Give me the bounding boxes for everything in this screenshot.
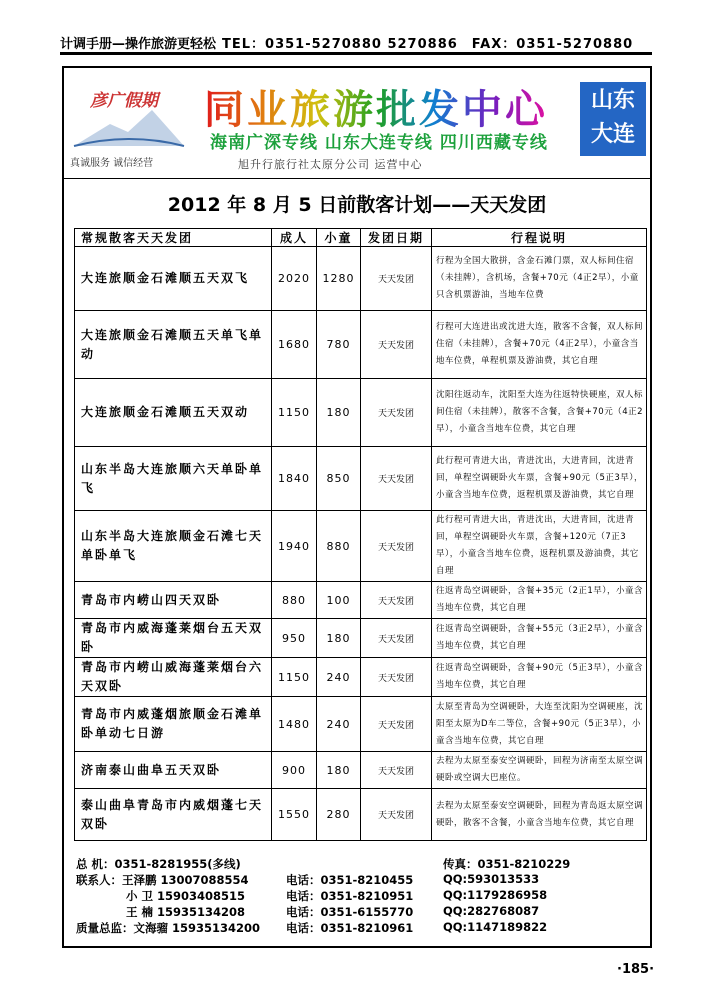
adult-price: 1150 [272,658,317,697]
adult-price: 880 [272,582,317,619]
contact-name: 联系人：王泽鹏 13007088554 [76,873,249,887]
contact-qq: QQ:1179286958 [443,888,548,902]
badge-line1: 山东 [590,88,635,113]
header-tel: TEL：0351-5270880 5270886 [222,37,458,52]
col-header-child: 小童 [317,229,361,247]
itinerary-desc: 去程为太原至泰安空调硬卧，回程为青岛返太原空调硬卧，散客不含餐，小童含当地车位费，其它自理 [432,789,647,841]
itinerary-desc: 太原至青岛为空调硬卧，大连至沈阳为空调硬座，沈阳至太原为D车二等位，含餐+90元（5正3早），小童含当地车位费，其它自理 [432,697,647,752]
child-price: 240 [317,697,361,752]
contact-tel: 电话：0351-8210961 [286,921,414,935]
banner-sub-mid: 旭升行旅行社太原分公司 运营中心 [238,158,423,171]
banner-title: 同业旅游批发中心 [204,78,548,135]
itinerary-desc: 往返青岛空调硬卧，含餐+55元（3正2早），小童含当地车位费，其它自理 [432,619,647,658]
col-header-date: 发团日期 [361,229,432,247]
depart-date: 天天发团 [361,247,432,311]
depart-date: 天天发团 [361,697,432,752]
table-row [75,379,647,447]
badge-line2: 大连 [590,122,635,147]
adult-price: 1840 [272,447,317,511]
route-name: 大连旅顺金石滩顺五天双飞 [75,247,272,311]
page-number: ·185· [617,962,655,977]
col-header-adult: 成人 [272,229,317,247]
child-price: 880 [317,511,361,582]
itinerary-desc: 行程为全国大散拼，含金石滩门票，双人标间住宿（未挂牌），含机场，含餐+70元（4正2早），小童只含机票游油，当地车位费 [432,247,647,311]
depart-date: 天天发团 [361,582,432,619]
table-row [75,619,647,658]
tour-table [74,228,647,841]
adult-price: 1680 [272,311,317,379]
child-price: 780 [317,311,361,379]
table-row [75,511,647,582]
child-price: 240 [317,658,361,697]
table-row [75,789,647,841]
adult-price: 1150 [272,379,317,447]
table-row [75,752,647,789]
child-price: 180 [317,619,361,658]
child-price: 180 [317,752,361,789]
route-name: 济南泰山曲阜五天双卧 [75,752,272,789]
tagline: 计调手册—操作旅游更轻松 [60,37,217,52]
table-row [75,658,647,697]
adult-price: 2020 [272,247,317,311]
itinerary-desc: 去程为太原至泰安空调硬卧，回程为济南至太原空调硬卧或空调大巴座位。 [432,752,647,789]
itinerary-desc: 沈阳往返动车，沈阳至大连为往返特快硬座，双人标间住宿（未挂牌），散客不含餐，含餐+70元（4正2早），小童含当地车位费，其它自理 [432,379,647,447]
banner-sub-left: 真诚服务 诚信经营 [70,158,154,169]
logo-text: 彦广假期 [90,91,158,111]
contact-name: 质量总监：文海骝 15935134200 [76,921,261,935]
child-price: 100 [317,582,361,619]
itinerary-desc: 此行程可青进大出，青进沈出，大进青回，沈进青回，单程空调硬卧火车票，含餐+90元（5正3早），小童含当地车位费，返程机票及游油费，其它自理 [432,447,647,511]
itinerary-desc: 往返青岛空调硬卧，含餐+35元（2正1早），小童含当地车位费，其它自理 [432,582,647,619]
adult-price: 1940 [272,511,317,582]
depart-date: 天天发团 [361,311,432,379]
route-name: 青岛市内威海蓬莱烟台五天双卧 [75,619,272,658]
child-price: 1280 [317,247,361,311]
contact-qq: QQ:1147189822 [443,920,548,934]
adult-price: 900 [272,752,317,789]
child-price: 850 [317,447,361,511]
itinerary-desc: 往返青岛空调硬卧，含餐+90元（5正3早），小童含当地车位费，其它自理 [432,658,647,697]
table-row [75,311,647,379]
adult-price: 1550 [272,789,317,841]
page-title: 2012 年 8 月 5 日前散客计划——天天发团 [167,194,547,216]
route-name: 大连旅顺金石滩顺五天单飞单动 [75,311,272,379]
depart-date: 天天发团 [361,789,432,841]
banner-lines: 海南广深专线 山东大连专线 四川西藏专线 [210,133,548,153]
top-header [60,34,652,55]
route-name: 青岛市内威蓬烟旅顺金石滩单卧单动七日游 [75,697,272,752]
itinerary-desc: 行程可大连进出或沈进大连，散客不含餐，双人标间住宿（未挂牌），含餐+70元（4正2早），小童含当地车位费，单程机票及游油费，其它自理 [432,311,647,379]
table-row [75,697,647,752]
child-price: 280 [317,789,361,841]
contact-qq: QQ:282768087 [443,904,540,918]
depart-date: 天天发团 [361,658,432,697]
table-header-row [75,229,647,247]
route-name: 山东半岛大连旅顺六天单卧单飞 [75,447,272,511]
depart-date: 天天发团 [361,447,432,511]
col-header-desc: 行程说明 [432,229,647,247]
table-row [75,247,647,311]
route-name: 泰山曲阜青岛市内威烟蓬七天双卧 [75,789,272,841]
contact-tel: 电话：0351-8210455 [286,873,414,887]
contact-tel: 电话：0351-6155770 [286,905,414,919]
switchboard: 总 机：0351-8281955(多线) [76,857,241,871]
table-row [75,582,647,619]
depart-date: 天天发团 [361,511,432,582]
route-name: 山东半岛大连旅顺金石滩七天单卧单飞 [75,511,272,582]
contact-name: 小 卫 15903408515 [126,889,246,903]
depart-date: 天天发团 [361,379,432,447]
child-price: 180 [317,379,361,447]
shandong-dalian-badge [580,82,646,156]
depart-date: 天天发团 [361,619,432,658]
adult-price: 950 [272,619,317,658]
fax-number: 传真：0351-8210229 [443,857,571,871]
route-name: 大连旅顺金石滩顺五天双动 [75,379,272,447]
table-row [75,447,647,511]
depart-date: 天天发团 [361,752,432,789]
col-header-route: 常规散客天天发团 [75,229,272,247]
header-fax: FAX：0351-5270880 [471,37,634,52]
route-name: 青岛市内崂山威海蓬莱烟台六天双卧 [75,658,272,697]
itinerary-desc: 此行程可青进大出，青进沈出，大进青回，沈进青回，单程空调硬卧火车票，含餐+120元（7正3早），小童含当地车位费，返程机票及游油费，其它自理 [432,511,647,582]
divider [64,178,650,179]
contact-name: 王 楠 15935134208 [126,905,246,919]
contact-tel: 电话：0351-8210951 [286,889,414,903]
route-name: 青岛市内崂山四天双卧 [75,582,272,619]
adult-price: 1480 [272,697,317,752]
contact-qq: QQ:593013533 [443,872,540,886]
